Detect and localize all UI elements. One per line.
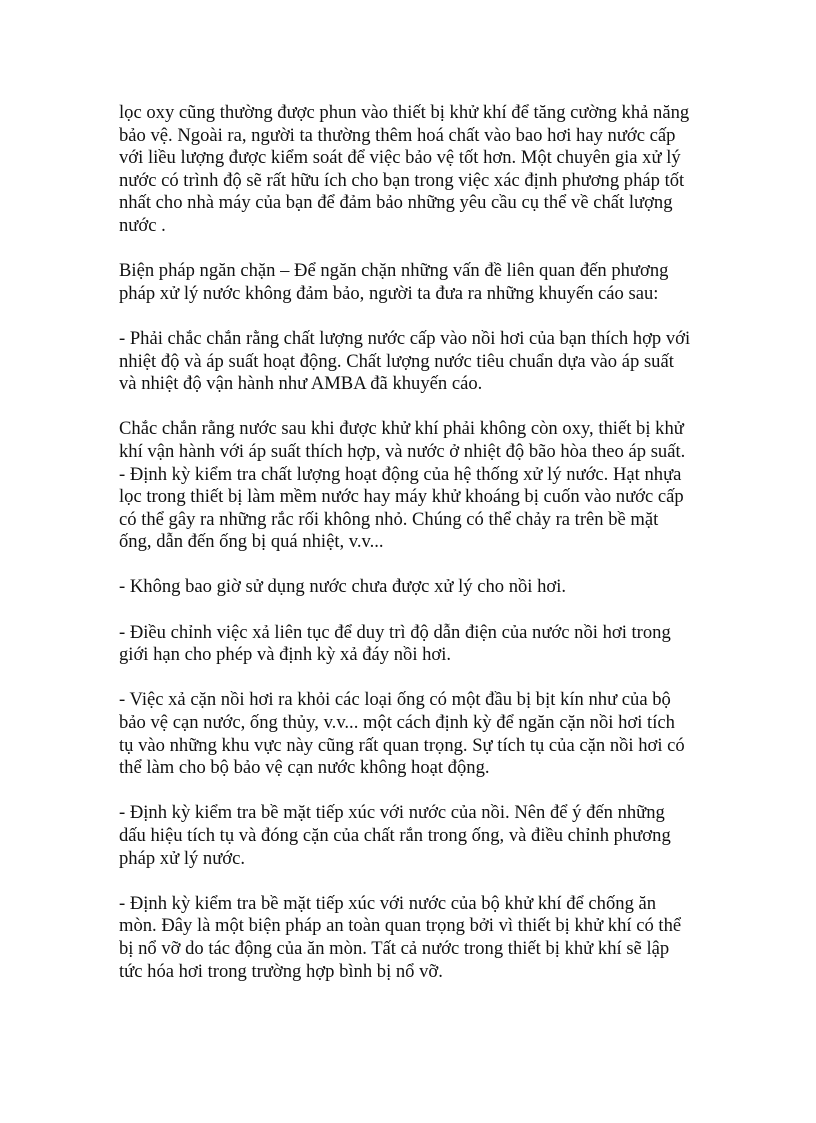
paragraph-deaeration — [119, 418, 709, 463]
text-line: tụ vào những khu vực này cũng rất quan trọng. Sự tích tụ của cặn nồi hơi có — [119, 734, 685, 756]
text-line: lọc trong thiết bị làm mềm nước hay máy khử khoáng bị cuốn vào nước cấp — [119, 486, 684, 508]
text-line: - Không bao giờ sử dụng nước chưa được xử lý cho nồi hơi. — [119, 576, 567, 598]
text-line: - Phải chắc chắn rằng chất lượng nước cấp vào nồi hơi của bạn thích hợp với — [119, 327, 691, 349]
text-line: bảo vệ. Ngoài ra, người ta thường thêm hoá chất vào bao hơi hay nước cấp — [119, 124, 676, 146]
document-body — [119, 102, 709, 1006]
text-line: nước . — [119, 214, 166, 236]
paragraph-boiler-inspection — [119, 802, 709, 870]
text-line: - Định kỳ kiểm tra bề mặt tiếp xúc với nước của nồi. Nên để ý đến những — [119, 802, 665, 824]
paragraph-deaerator-inspection — [119, 893, 709, 983]
text-line: bảo vệ cạn nước, ống thủy, v.v... một cách định kỳ để ngăn cặn nồi hơi tích — [119, 712, 675, 734]
text-line: nhiệt độ và áp suất hoạt động. Chất lượng nước tiêu chuẩn dựa vào áp suất — [119, 350, 674, 372]
text-line: - Định kỳ kiểm tra bề mặt tiếp xúc với nước của bộ khử khí để chống ăn — [119, 892, 657, 914]
paragraph-untreated-water — [119, 576, 709, 599]
text-line: tức hóa hơi trong trường hợp bình bị nổ vỡ. — [119, 960, 443, 982]
text-line: bị nổ vỡ do tác động của ăn mòn. Tất cả nước trong thiết bị khử khí sẽ lập — [119, 937, 670, 959]
text-line: dấu hiệu tích tụ và đóng cặn của chất rắn trong ống, và điều chỉnh phương — [119, 825, 671, 846]
paragraph-sludge-flush — [119, 689, 709, 779]
text-line: - Định kỳ kiểm tra chất lượng hoạt động của hệ thống xử lý nước. Hạt nhựa — [119, 463, 682, 485]
text-line: pháp xử lý nước không đảm bảo, người ta đưa ra những khuyến cáo sau: — [119, 282, 659, 304]
text-line: - Điều chỉnh việc xả liên tục để duy trì độ dẫn điện của nước nồi hơi trong — [119, 621, 671, 643]
paragraph-treatment-check — [119, 464, 709, 554]
paragraph-oxygen-removal — [119, 102, 709, 238]
text-line: ống, dẫn đến ống bị quá nhiệt, v.v... — [119, 531, 384, 553]
text-line: nhất cho nhà máy của bạn để đảm bảo những yêu cầu cụ thể về chất lượng — [119, 192, 673, 214]
text-line: thể làm cho bộ bảo vệ cạn nước không hoạt động. — [119, 757, 490, 779]
text-line: pháp xử lý nước. — [119, 847, 246, 869]
text-line: Biện pháp ngăn chặn – Để ngăn chặn những vấn đề liên quan đến phương — [119, 260, 669, 282]
paragraph-prevention-intro — [119, 260, 709, 305]
text-line: có thể gây ra những rắc rối không nhỏ. Chúng có thể chảy ra trên bề mặt — [119, 508, 659, 530]
text-line: lọc oxy cũng thường được phun vào thiết bị khử khí để tăng cường khả năng — [119, 102, 690, 123]
text-line: với liều lượng được kiểm soát để việc bảo vệ tốt hơn. Một chuyên gia xử lý — [119, 147, 681, 169]
paragraph-blowdown — [119, 622, 709, 667]
text-line: và nhiệt độ vận hành như AMBA đã khuyến cáo. — [119, 373, 483, 395]
text-line: khí vận hành với áp suất thích hợp, và nước ở nhiệt độ bão hòa theo áp suất. — [119, 440, 686, 462]
paragraph-feedwater-quality — [119, 328, 709, 396]
text-line: - Việc xả cặn nồi hơi ra khỏi các loại ống có một đầu bị bịt kín như của bộ — [119, 689, 671, 711]
text-line: giới hạn cho phép và định kỳ xả đáy nồi hơi. — [119, 644, 452, 666]
text-line: Chắc chắn rằng nước sau khi được khử khí phải không còn oxy, thiết bị khử — [119, 418, 684, 440]
text-line: mòn. Đây là một biện pháp an toàn quan trọng bởi vì thiết bị khử khí có thể — [119, 915, 682, 937]
text-line: nước có trình độ sẽ rất hữu ích cho bạn trong việc xác định phương pháp tốt — [119, 169, 685, 191]
